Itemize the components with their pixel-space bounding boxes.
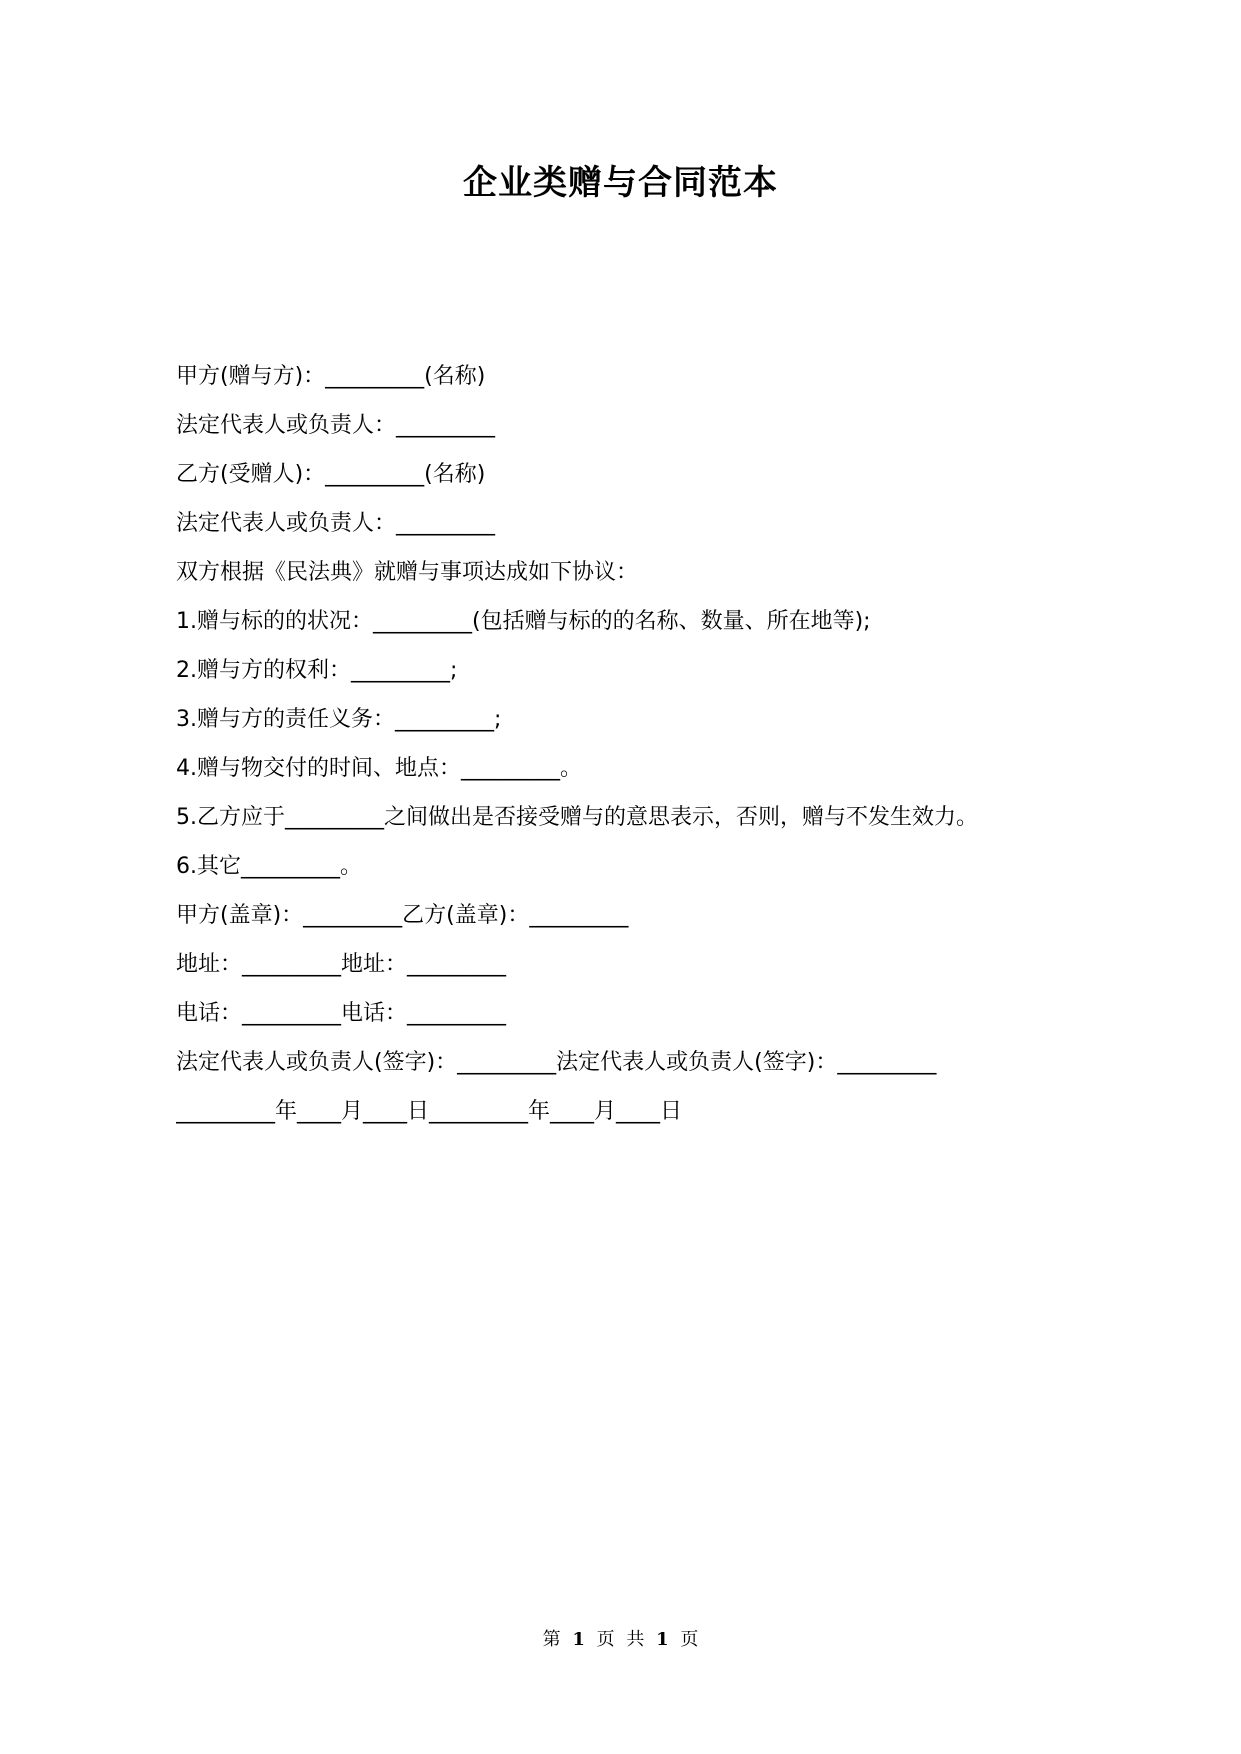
phone-line: 电话：_________电话：_________ — [176, 1001, 507, 1026]
clause-4: 4.赠与物交付的时间、地点：_________。 — [176, 756, 582, 781]
party-a-line: 甲方(赠与方)：_________(名称) — [176, 364, 486, 389]
footer-prefix: 第 — [542, 1629, 561, 1650]
date-line: _________年____月____日_________年____月____日 — [176, 1099, 683, 1124]
clause-3: 3.赠与方的责任义务：_________; — [176, 707, 502, 732]
party-b-representative-line: 法定代表人或负责人：_________ — [176, 511, 496, 536]
footer-page-number: 1 — [572, 1629, 585, 1650]
address-line: 地址：_________地址：_________ — [176, 952, 507, 977]
page-footer — [0, 1628, 1241, 1652]
agreement-intro-line: 双方根据《民法典》就赠与事项达成如下协议： — [176, 560, 639, 585]
contract-body — [176, 352, 1116, 1136]
seal-line: 甲方(盖章)：_________乙方(盖章)：_________ — [176, 903, 629, 928]
clause-1: 1.赠与标的的状况：_________(包括赠与标的的名称、数量、所在地等); — [176, 609, 871, 634]
footer-suffix: 页 — [680, 1629, 699, 1650]
document-title: 企业类赠与合同范本 — [463, 163, 778, 203]
clause-5: 5.乙方应于_________之间做出是否接受赠与的意思表示，否则，赠与不发生效力。 — [176, 805, 978, 830]
clause-6: 6.其它_________。 — [176, 854, 362, 879]
footer-total-pages: 1 — [656, 1629, 669, 1650]
clause-2: 2.赠与方的权利：_________; — [176, 658, 458, 683]
footer-middle: 页 共 — [596, 1629, 645, 1650]
party-a-representative-line: 法定代表人或负责人：_________ — [176, 413, 496, 438]
party-b-line: 乙方(受赠人)：_________(名称) — [176, 462, 486, 487]
signature-line: 法定代表人或负责人(签字)：_________法定代表人或负责人(签字)：_________ — [176, 1050, 937, 1075]
